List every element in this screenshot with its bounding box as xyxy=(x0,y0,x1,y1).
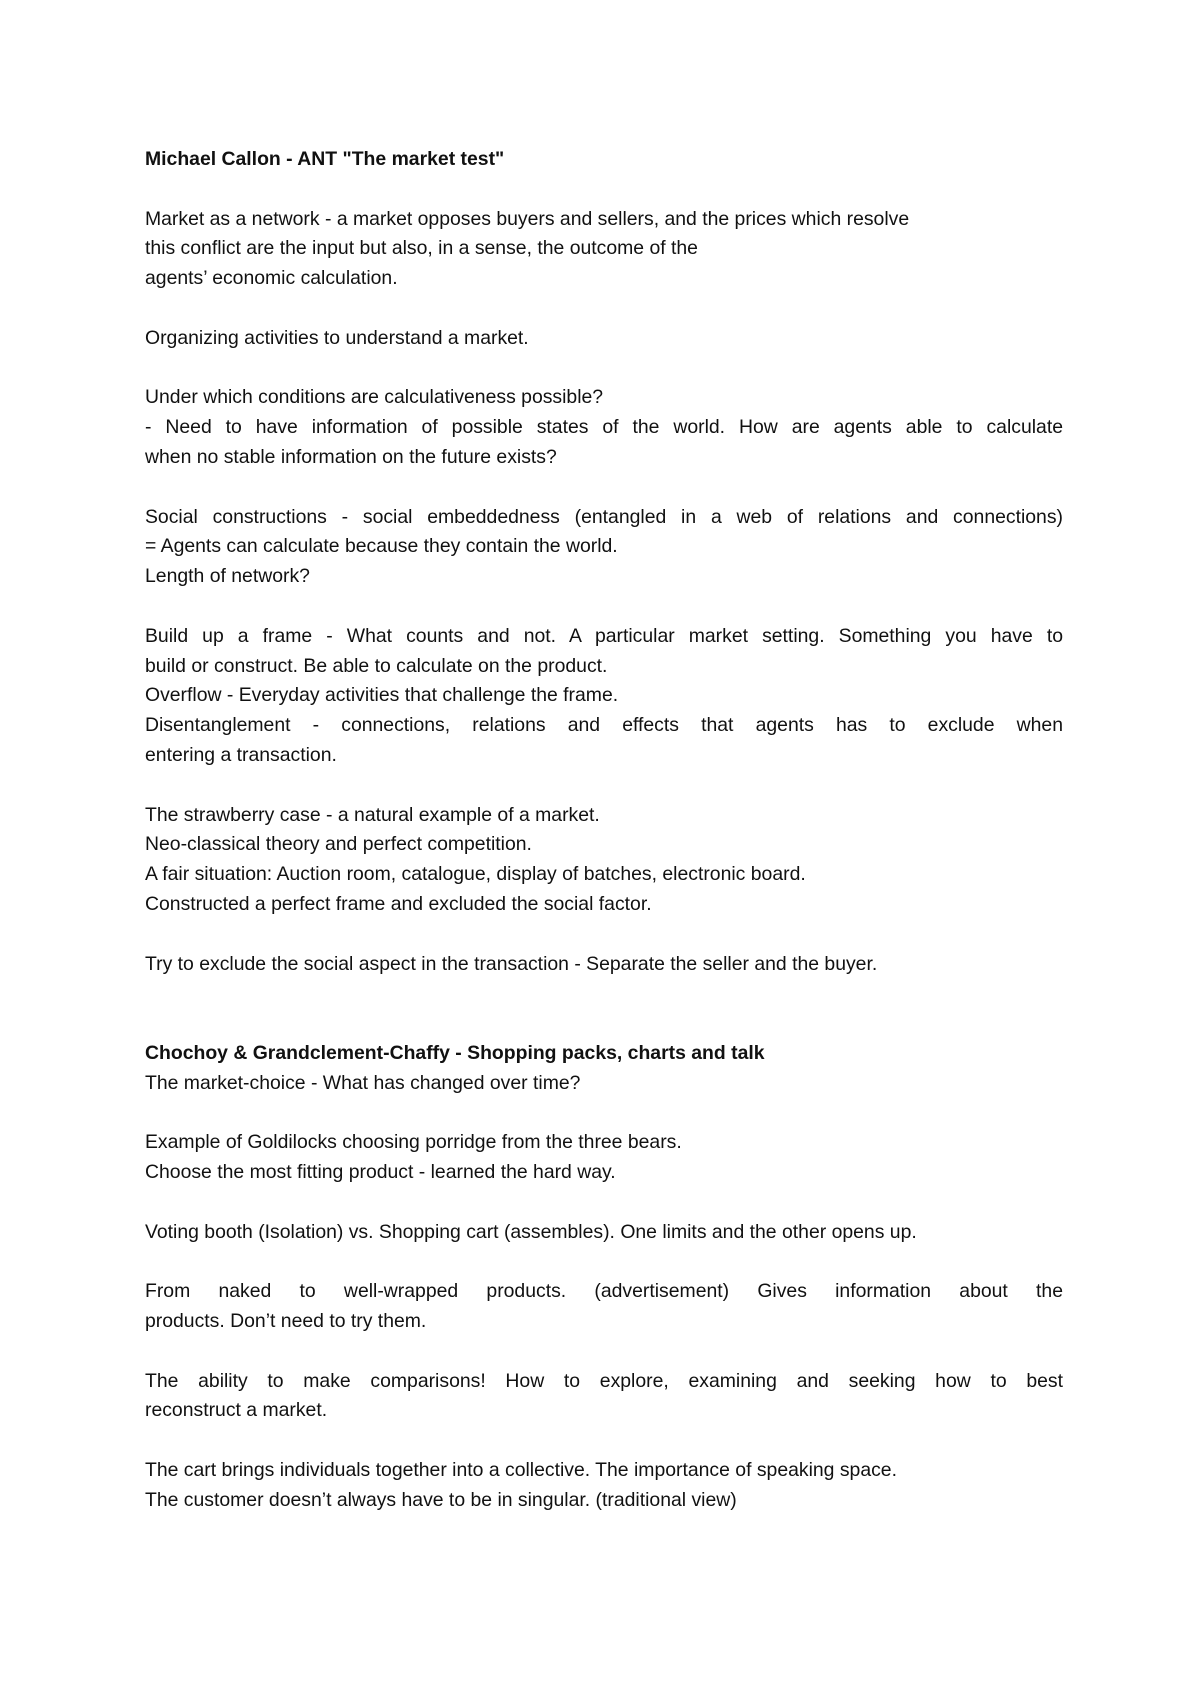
spacer xyxy=(145,1337,1063,1367)
spacer xyxy=(145,979,1063,1009)
spacer xyxy=(145,175,1063,205)
spacer xyxy=(145,1099,1063,1129)
spacer xyxy=(145,1426,1063,1456)
spacer xyxy=(145,920,1063,950)
text-line: Social constructions - social embeddedness (entangled in a web of relations and connections) xyxy=(145,505,1063,528)
text-line: agents’ economic calculation. xyxy=(145,267,398,290)
spacer xyxy=(145,1009,1063,1039)
text-line: Build up a frame - What counts and not. A particular market setting. Something you have to xyxy=(145,624,1063,647)
spacer xyxy=(145,1188,1063,1218)
text-line: The customer doesn’t always have to be in singular. (traditional view) xyxy=(145,1488,737,1511)
text-line: Voting booth (Isolation) vs. Shopping cart (assembles). One limits and the other opens up. xyxy=(145,1220,917,1243)
document-body xyxy=(145,145,1063,1516)
text-line: Example of Goldilocks choosing porridge from the three bears. xyxy=(145,1131,682,1154)
text-line: Choose the most fitting product - learned the hard way. xyxy=(145,1161,616,1184)
spacer xyxy=(145,1247,1063,1277)
text-line: Organizing activities to understand a market. xyxy=(145,326,529,349)
text-line: - Need to have information of possible states of the world. How are agents able to calculate xyxy=(145,416,1063,439)
section-heading-chochoy: Chochoy & Grandclement-Chaffy - Shopping packs, charts and talk xyxy=(145,1041,765,1064)
section-heading-callon: Michael Callon - ANT "The market test" xyxy=(145,148,505,170)
text-line: this conflict are the input but also, in a sense, the outcome of the xyxy=(145,237,698,260)
text-line: From naked to well-wrapped products. (advertisement) Gives information about the xyxy=(145,1280,1063,1303)
text-line: The cart brings individuals together into a collective. The importance of speaking space. xyxy=(145,1459,897,1482)
text-line: products. Don’t need to try them. xyxy=(145,1310,427,1333)
spacer xyxy=(145,473,1063,503)
text-line: Constructed a perfect frame and excluded the social factor. xyxy=(145,892,652,915)
spacer xyxy=(145,294,1063,324)
text-line: = Agents can calculate because they contain the world. xyxy=(145,535,618,558)
text-line: Try to exclude the social aspect in the transaction - Separate the seller and the buyer. xyxy=(145,952,878,975)
text-line: The strawberry case - a natural example of a market. xyxy=(145,803,600,826)
spacer xyxy=(145,354,1063,384)
text-line: The market-choice - What has changed over time? xyxy=(145,1071,581,1094)
text-line: reconstruct a market. xyxy=(145,1399,328,1422)
text-line: The ability to make comparisons! How to explore, examining and seeking how to best xyxy=(145,1369,1063,1392)
text-line: Market as a network - a market opposes buyers and sellers, and the prices which resolve xyxy=(145,207,910,230)
text-line: Length of network? xyxy=(145,565,310,588)
text-line: entering a transaction. xyxy=(145,743,337,766)
text-line: Disentanglement - connections, relations and effects that agents has to exclude when xyxy=(145,714,1063,737)
text-line: build or construct. Be able to calculate on the product. xyxy=(145,654,608,677)
spacer xyxy=(145,592,1063,622)
spacer xyxy=(145,771,1063,801)
text-line: A fair situation: Auction room, catalogue, display of batches, electronic board. xyxy=(145,863,806,886)
text-line: Under which conditions are calculativeness possible? xyxy=(145,386,604,409)
text-line: Overflow - Everyday activities that challenge the frame. xyxy=(145,684,619,707)
text-line: when no stable information on the future exists? xyxy=(145,445,557,468)
text-line: Neo-classical theory and perfect competition. xyxy=(145,833,532,856)
